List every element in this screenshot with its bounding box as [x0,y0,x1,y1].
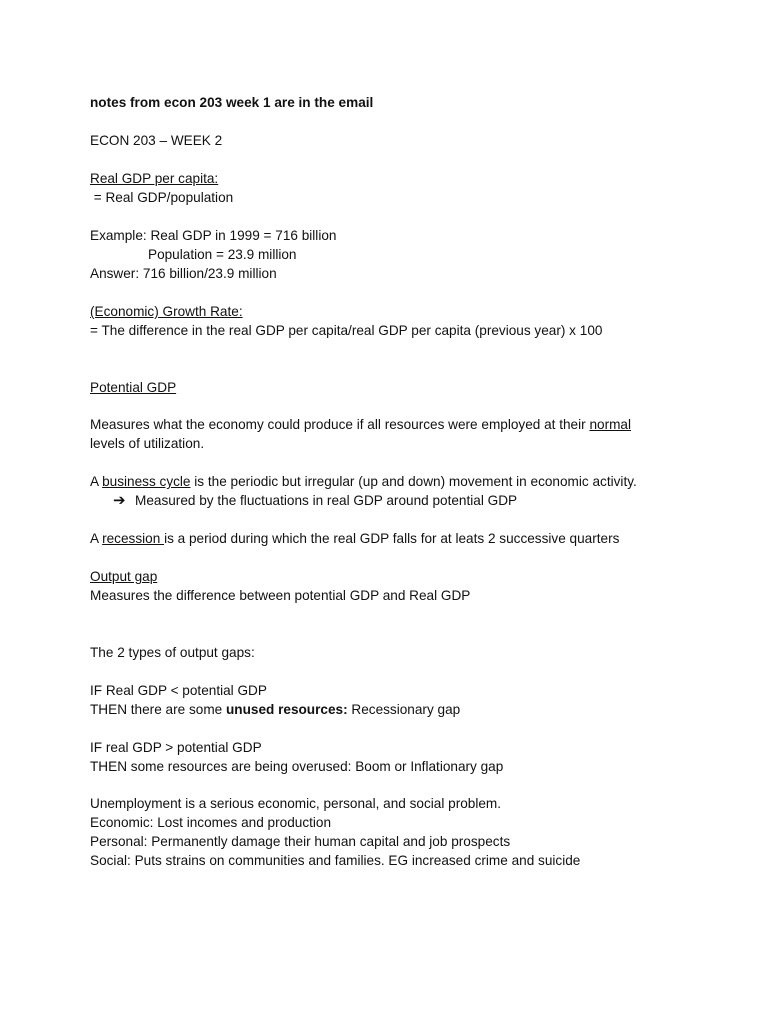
output-gap-definition: Measures the difference between potential GDP and Real GDP [90,588,471,603]
potential-gdp-definition [90,415,631,434]
potential-gdp-def-text: Measures what the economy could produce if all resources were employed at their [90,417,590,432]
intro-note: notes from econ 203 week 1 are in the email [90,95,374,110]
business-cycle-rest: is the periodic but irregular (up and down) movement in economic activity. [190,474,637,489]
arrow-bullet-icon: ➔ [113,492,126,509]
potential-gdp-heading: Potential GDP [90,380,177,395]
example-line: Example: Real GDP in 1999 = 716 billion [90,228,337,243]
unemployment-economic: Economic: Lost incomes and production [90,815,332,830]
recession-prefix: A [90,531,103,546]
gdp-per-capita-heading: Real GDP per capita: [90,171,219,186]
business-cycle-bullet: Measured by the fluctuations in real GDP around potential GDP [135,493,518,508]
output-gap-types-intro: The 2 types of output gaps: [90,645,255,660]
week-title: ECON 203 – WEEK 2 [90,133,223,148]
unemployment-personal: Personal: Permanently damage their human capital and job prospects [90,834,511,849]
unused-resources-term: unused resources: [225,702,348,717]
case1-then-rest: Recessionary gap [347,702,461,717]
business-cycle-prefix: A [90,474,103,489]
case1-then-prefix: THEN there are some [90,702,226,717]
output-gap-heading: Output gap [90,569,158,584]
case1-then [90,700,460,719]
population-line: Population = 23.9 million [148,247,297,262]
growth-rate-heading: (Economic) Growth Rate: [90,304,243,319]
recession-term: recession [102,531,165,546]
growth-rate-formula: = The difference in the real GDP per capita/real GDP per capita (previous year) x 100 [90,323,603,338]
business-cycle-definition [90,472,637,491]
recession-definition [90,529,619,548]
potential-gdp-def-line2: levels of utilization. [90,436,205,451]
unemployment-intro: Unemployment is a serious economic, personal, and social problem. [90,796,502,811]
unemployment-social: Social: Puts strains on communities and families. EG increased crime and suicide [90,853,581,868]
recession-rest: is a period during which the real GDP falls for at leats 2 successive quarters [164,531,620,546]
case2-if: IF real GDP > potential GDP [90,740,262,755]
business-cycle-term: business cycle [102,474,191,489]
case2-then: THEN some resources are being overused: Boom or Inflationary gap [90,759,504,774]
normal-term: normal [589,417,632,432]
gdp-per-capita-formula: = Real GDP/population [90,190,234,205]
case1-if: IF Real GDP < potential GDP [90,683,267,698]
answer-line: Answer: 716 billion/23.9 million [90,266,277,281]
